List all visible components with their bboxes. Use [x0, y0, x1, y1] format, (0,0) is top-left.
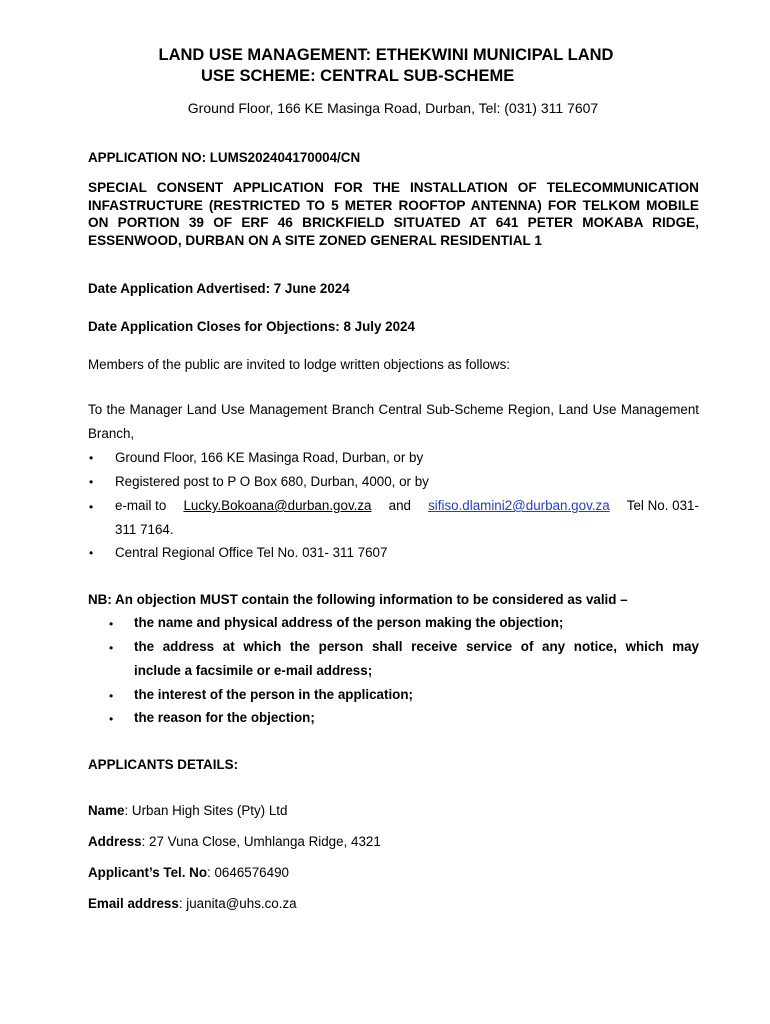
document-title-line-2: USE SCHEME: CENTRAL SUB-SCHEME — [201, 67, 515, 85]
nb-requirement-interest: the interest of the person in the application; — [134, 687, 413, 702]
bullet-icon: • — [89, 500, 94, 514]
applicant-email-value: : juanita@uhs.co.za — [178, 896, 297, 911]
email-prefix: e-mail to — [115, 498, 167, 513]
application-number: APPLICATION NO: LUMS202404170004/CN — [88, 150, 361, 165]
applicant-tel-value: : 0646576490 — [207, 865, 289, 880]
bullet-icon: • — [109, 617, 114, 631]
email-and: and — [388, 498, 411, 513]
applicant-tel — [88, 865, 289, 880]
applicant-address-value: : 27 Vuna Close, Umhlanga Ridge, 4321 — [141, 834, 381, 849]
applicant-name-label: Name — [88, 803, 125, 818]
nb-requirement-address-continued: include a facsimile or e-mail address; — [134, 663, 373, 678]
applicant-heading: APPLICANTS DETAILS: — [88, 757, 239, 772]
application-description: SPECIAL CONSENT APPLICATION FOR THE INSTALLATION OF TELECOMMUNICATION INFASTRUCTURE (RESTRICTED TO 5 METER ROOFTOP ANTENNA) FOR TELKOM MOBILE ON PORTION 39 OF ERF 46 BRICKFIELD SITUATED AT 641 PETER MOKABA RIDGE, ESSENWOOD, DURBAN ON A SITE ZONED GENERAL RESIDENTIAL 1 — [88, 180, 699, 248]
bullet-icon: • — [109, 689, 114, 703]
objection-channel-email — [115, 498, 699, 513]
email-tel-continued: 311 7164. — [115, 522, 174, 537]
office-address: Ground Floor, 166 KE Masinga Road, Durban, Tel: (031) 311 7607 — [187, 100, 599, 116]
applicant-email-label: Email address — [88, 896, 179, 911]
objection-channel-regional-office: Central Regional Office Tel No. 031- 311 7607 — [115, 545, 388, 560]
bullet-icon: • — [109, 712, 114, 726]
email-link-sifiso[interactable]: sifiso.dlamini2@durban.gov.za — [428, 498, 610, 513]
applicant-tel-label: Applicant’s Tel. No — [88, 865, 208, 880]
nb-heading: NB: An objection MUST contain the following information to be considered as valid – — [88, 592, 628, 607]
applicant-address-label: Address — [88, 834, 142, 849]
applicant-email — [88, 896, 297, 911]
email-tel: Tel No. 031- — [626, 498, 699, 513]
bullet-icon: • — [109, 641, 114, 655]
bullet-icon: • — [89, 546, 94, 560]
nb-requirement-name: the name and physical address of the person making the objection; — [134, 615, 564, 630]
nb-requirement-address: the address at which the person shall receive service of any notice, which may — [134, 639, 699, 654]
date-closes: Date Application Closes for Objections: 8 July 2024 — [88, 319, 415, 334]
objections-intro: Members of the public are invited to lodge written objections as follows: — [88, 357, 511, 372]
nb-requirement-reason: the reason for the objection; — [134, 710, 315, 725]
bullet-icon: • — [89, 475, 94, 489]
objection-channel-post: Registered post to P O Box 680, Durban, 4000, or by — [115, 474, 429, 489]
applicant-name-value: : Urban High Sites (Pty) Ltd — [124, 803, 288, 818]
document-title-line-1: LAND USE MANAGEMENT: ETHEKWINI MUNICIPAL LAND — [158, 46, 614, 64]
date-advertised: Date Application Advertised: 7 June 2024 — [88, 281, 350, 296]
objection-channel-address: Ground Floor, 166 KE Masinga Road, Durban, or by — [115, 450, 424, 465]
applicant-address — [88, 834, 381, 849]
bullet-icon: • — [89, 451, 94, 465]
objections-recipient: To the Manager Land Use Management Branch Central Sub-Scheme Region, Land Use Management Branch, — [88, 402, 699, 441]
email-link-lucky[interactable]: Lucky.Bokoana@durban.gov.za — [183, 498, 372, 513]
applicant-name — [88, 803, 287, 818]
